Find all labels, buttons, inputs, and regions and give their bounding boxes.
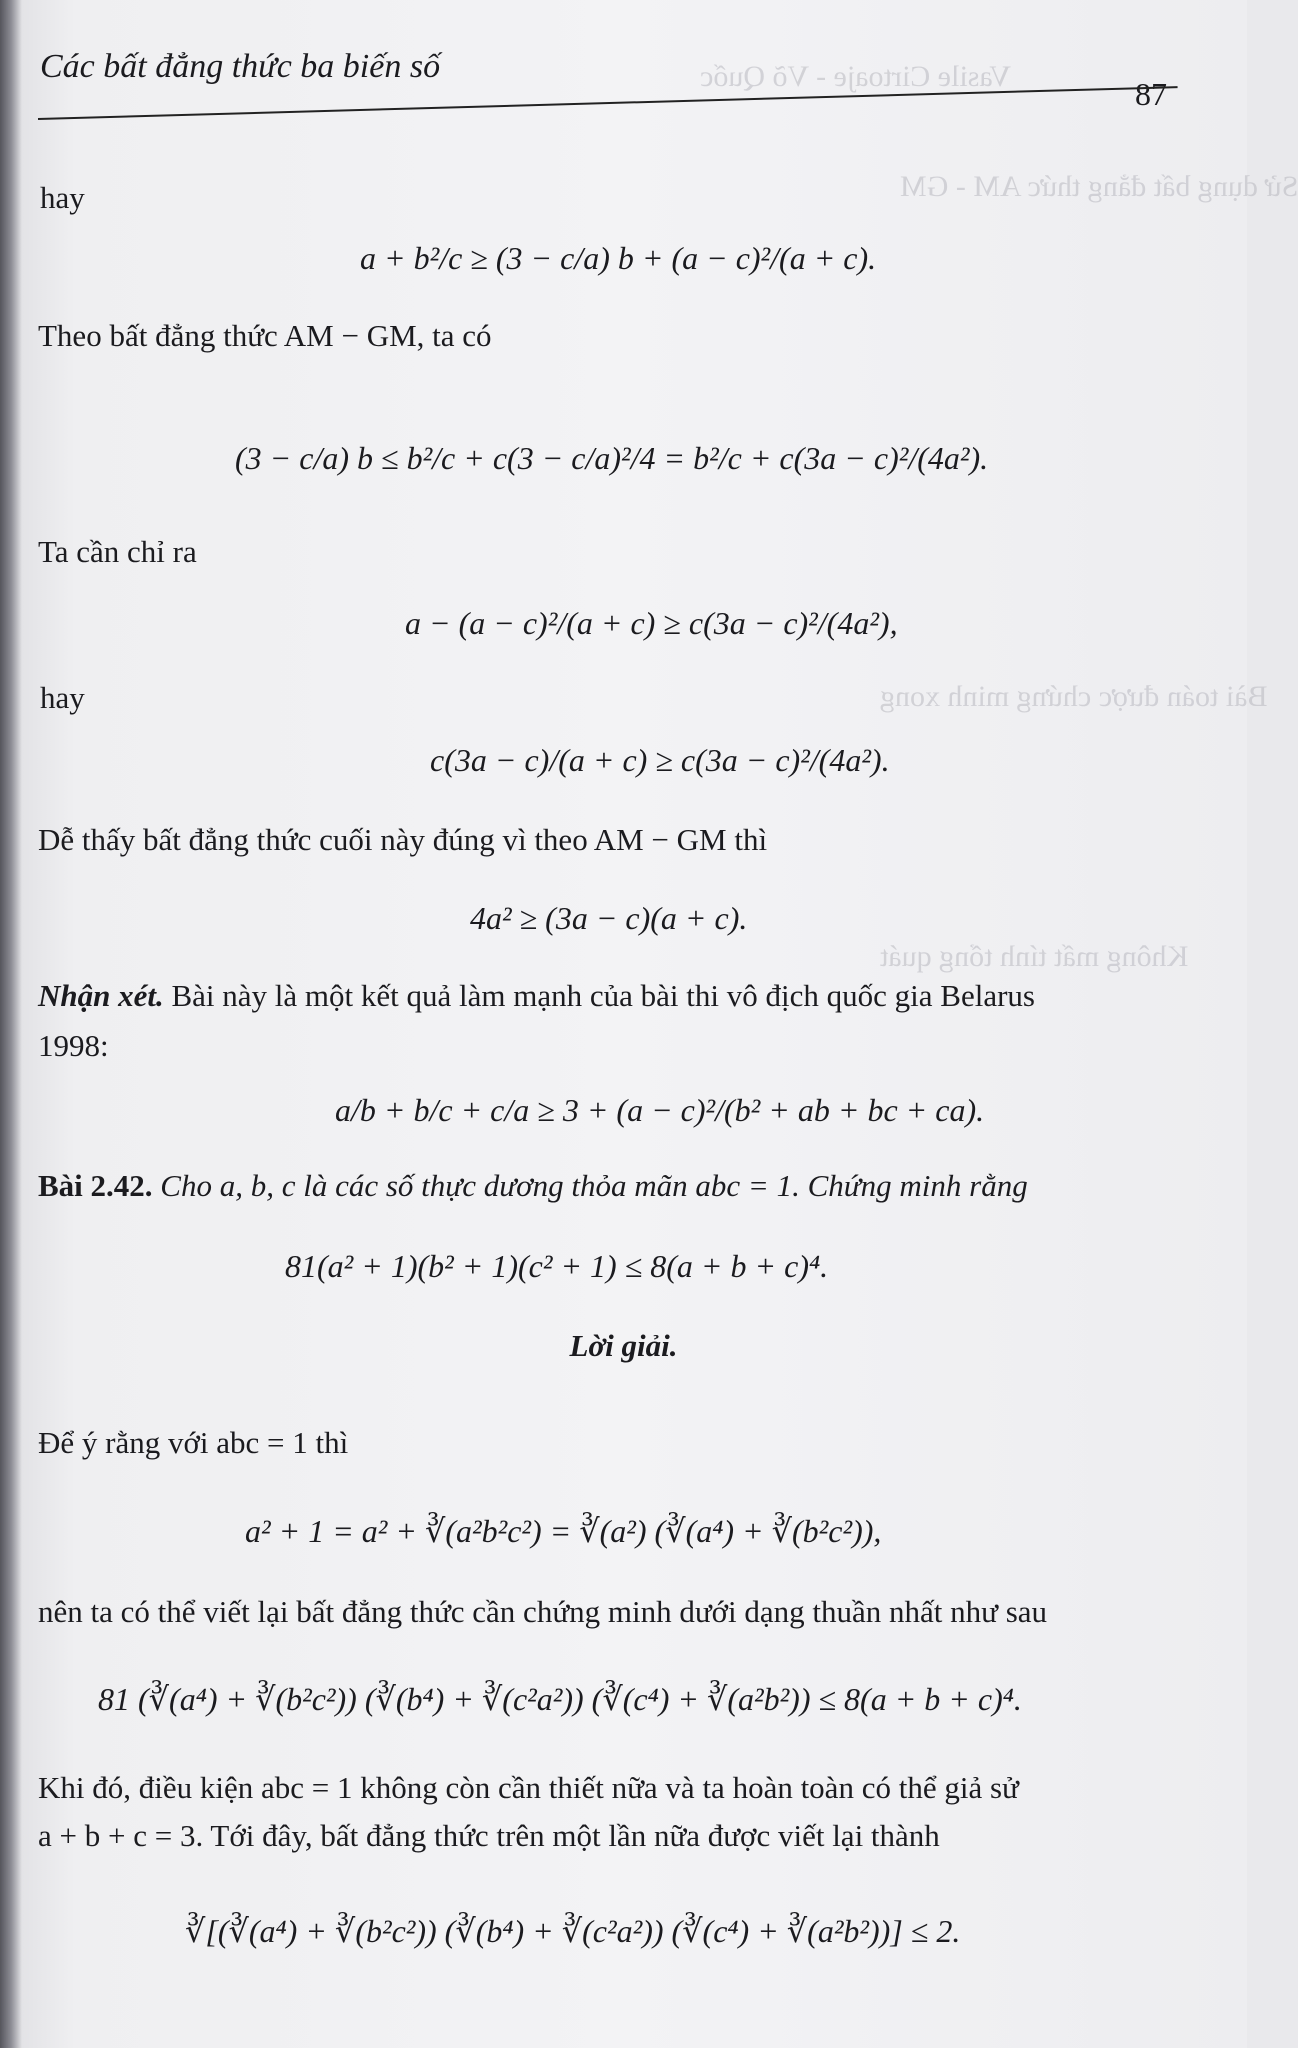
remark-text: Bài này là một kết quả làm mạnh của bài thi vô địch quốc gia Belarus [171,978,1035,1013]
equation-9: 81 (∛(a⁴) + ∛(b²c²)) (∛(b⁴) + ∛(c²a²)) (∛(c⁴) + ∛(a²b²)) ≤ 8(a + b + c)⁴. [98,1681,1022,1717]
equation-10: ∛[(∛(a⁴) + ∛(b²c²)) (∛(b⁴) + ∛(c²a²)) (∛(c⁴) + ∛(a²b²))] ≤ 2. [185,1913,961,1949]
text-nen-ta: nên ta có thể viết lại bất đẳng thức cần chứng minh dưới dạng thuần nhất như sau [38,1594,1048,1629]
text-hay-2: hay [40,680,85,715]
equation-3: a − (a − c)²/(a + c) ≥ c(3a − c)²/(4a²), [405,605,898,641]
problem-label: Bài 2.42. [38,1168,153,1203]
bleed-through-text: Vasile Cirtoaje - Võ Quốc [700,60,1012,93]
text-khi-do-1: Khi đó, điều kiện abc = 1 không còn cần thiết nữa và ta hoàn toàn có thể giả sử [38,1770,1019,1805]
page-gutter-shadow [0,0,22,2048]
equation-1: a + b²/c ≥ (3 − c/a) b + (a − c)²/(a + c). [360,240,877,276]
remark-year: 1998: [38,1028,109,1063]
page-number: 87 [1135,76,1167,112]
header-rule [38,86,1178,120]
problem-text: Cho a, b, c là các số thực dương thỏa mãn abc = 1. Chứng minh rằng [160,1168,1028,1203]
text-de-y: Để ý rằng với abc = 1 thì [38,1425,349,1460]
problem-statement [38,1168,1028,1204]
equation-6: a/b + b/c + c/a ≥ 3 + (a − c)²/(b² + ab + bc + ca). [335,1092,985,1128]
equation-2: (3 − c/a) b ≤ b²/c + c(3 − c/a)²/4 = b²/c + c(3a − c)²/(4a²). [235,440,989,476]
running-header-title: Các bất đẳng thức ba biến số [40,48,441,85]
text-khi-do-2: a + b + c = 3. Tới đây, bất đẳng thức trên một lần nữa được viết lại thành [38,1818,940,1853]
bleed-through-text: Sử dụng bất đẳng thức AM - GM [900,170,1298,203]
bleed-through-text: Bài toán được chứng minh xong [880,680,1268,713]
text-theo-am-gm: Theo bất đẳng thức AM − GM, ta có [38,318,492,353]
text-de-thay: Dễ thấy bất đẳng thức cuối này đúng vì theo AM − GM thì [38,822,768,857]
equation-7: 81(a² + 1)(b² + 1)(c² + 1) ≤ 8(a + b + c)⁴. [285,1248,829,1284]
text-hay: hay [40,180,85,215]
equation-8: a² + 1 = a² + ∛(a²b²c²) = ∛(a²) (∛(a⁴) + ∛(b²c²)), [245,1513,882,1549]
equation-4: c(3a − c)/(a + c) ≥ c(3a − c)²/(4a²). [430,742,890,778]
remark-line [38,978,1035,1014]
bleed-through-text: Không mất tính tổng quát [880,940,1189,973]
equation-5: 4a² ≥ (3a − c)(a + c). [470,900,748,936]
solution-heading: Lời giải. [569,1328,678,1363]
remark-label: Nhận xét. [38,978,164,1013]
text-ta-can: Ta cần chỉ ra [38,534,197,569]
